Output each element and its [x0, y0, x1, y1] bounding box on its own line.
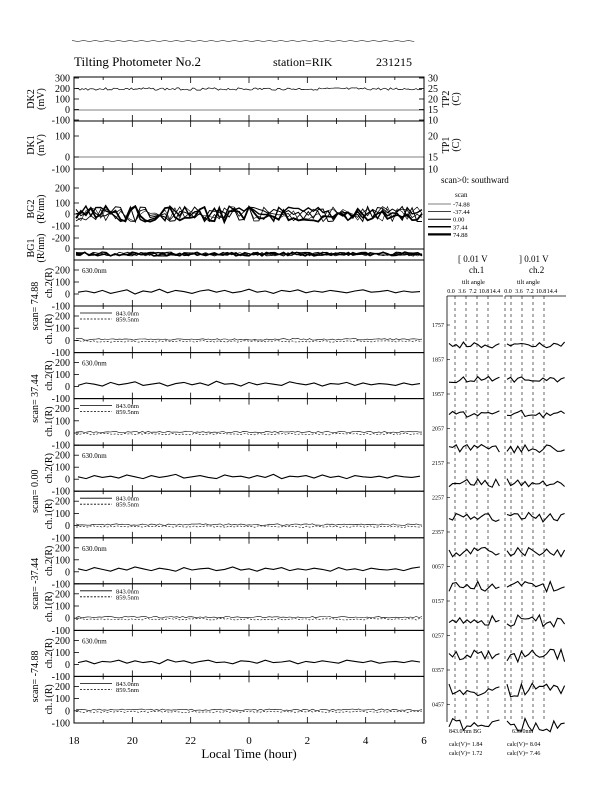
bottom-right-label: 630.0nm — [512, 729, 534, 735]
time-label: 0057 — [432, 564, 444, 571]
legend-859-label: 859.5nm — [116, 686, 139, 694]
ch-tick-label: 200 — [55, 635, 70, 647]
ch-tick-label: -100 — [51, 486, 70, 498]
ch-tick-label: 0 — [65, 289, 70, 301]
ch2-axis-label — [44, 546, 55, 576]
time-label: 0457 — [432, 702, 444, 709]
angle-trace-ch2 — [507, 342, 565, 348]
legend-843-label: 843.0nm — [116, 310, 139, 318]
wavelength-label: 630.0nm — [82, 267, 107, 275]
dk2-axis-label-line: (mV) — [36, 88, 47, 110]
top-trace — [72, 41, 414, 42]
ch-tick-label: -100 — [51, 394, 70, 406]
legend-843-label: 843.0nm — [116, 680, 139, 688]
ch2-axis-label — [44, 268, 55, 298]
time-label: 1757 — [432, 323, 444, 329]
trace-630nm — [78, 474, 420, 478]
ch-tick-label: 200 — [55, 265, 70, 277]
trace-630nm — [78, 567, 420, 571]
ch-tick-label: 200 — [55, 589, 70, 601]
angle-trace-ch1 — [449, 479, 499, 487]
scan-group-label — [30, 282, 41, 330]
tp2-tick-label: 15 — [428, 105, 438, 116]
tp1-tick-label: 15 — [428, 152, 438, 164]
legend-859-label: 859.5nm — [116, 409, 139, 417]
bg-legend-entry: -37.44 — [453, 209, 470, 217]
tilt-tick-label-2: 10.8 — [535, 289, 547, 295]
tilt-label-1: tilt angle — [462, 279, 485, 286]
ch2-axis-label-line: ch.2(R) — [44, 360, 55, 391]
bg2-axis-label-line: (R/nm) — [36, 194, 47, 224]
ch1-axis-label — [44, 499, 55, 529]
ch-tick-label: 0 — [65, 382, 70, 394]
time-label: 1857 — [432, 357, 444, 364]
tilt-tick-label-1: 7.2 — [469, 289, 477, 295]
ch-tick-label: 200 — [55, 358, 70, 370]
ch2-axis-label-line: ch.2(R) — [44, 545, 55, 576]
trace-859nm — [76, 711, 422, 713]
dk1-tick-label: 100 — [55, 131, 70, 143]
tilt-tick-label-1: 14.4 — [489, 289, 501, 295]
dk2-tick-label: -100 — [51, 115, 70, 127]
time-label: 0357 — [432, 668, 444, 674]
dk2-tick-label: 300 — [55, 73, 70, 85]
scan-group-label-line: scan= -74.88 — [30, 650, 41, 703]
ch-tick-label: -100 — [51, 301, 70, 313]
trace-630nm — [78, 289, 420, 294]
angle-trace-ch1 — [449, 548, 499, 557]
ch-tick-label: 0 — [65, 706, 70, 718]
ch2-panel-frame — [74, 353, 424, 399]
ch1-axis-label-line: ch.1(R) — [44, 313, 55, 345]
ch-tick-label: 0 — [65, 521, 70, 533]
trace-630nm — [78, 381, 420, 386]
ch-tick-label: 100 — [55, 277, 70, 289]
time-label: 2057 — [432, 426, 444, 433]
tp1-axis-label-line: TP1 — [441, 136, 452, 154]
tp2-axis-label-line: TP2 — [441, 90, 452, 108]
tilt-label-2: tilt angle — [517, 279, 540, 286]
trace-843nm — [76, 524, 422, 526]
angle-trace-ch1 — [449, 377, 499, 383]
ch1-axis-label — [44, 592, 55, 622]
bg1-tick-label: 0 — [65, 244, 70, 255]
ch-tick-label: 0 — [65, 613, 70, 625]
dk2-axis-label — [26, 88, 47, 110]
ch-tick-label: 100 — [55, 555, 70, 567]
angle-trace-ch1 — [449, 445, 499, 453]
calc-right-2: calc(V)= 7.46 — [507, 751, 541, 757]
time-label: 2257 — [432, 495, 444, 502]
tp2-tick-label: 25 — [428, 84, 438, 95]
x-tick-label: 0 — [246, 735, 252, 747]
dk1-tick-label: -100 — [51, 164, 70, 176]
ch1-axis-label — [44, 684, 55, 714]
bg-legend-entry: 37.44 — [453, 224, 468, 232]
x-tick-label: 4 — [362, 735, 369, 747]
dk1-axis-label-line: DK1 — [26, 135, 37, 155]
ch1-axis-label-line: ch.1(R) — [44, 406, 55, 437]
dk2-tick-label: 200 — [55, 84, 70, 95]
wavelength-label: 630.0nm — [82, 359, 107, 368]
scan-group-label-line: scan= 37.44 — [30, 374, 41, 423]
ch2-panel-frame — [74, 538, 424, 584]
bg2-tick-label: 100 — [55, 198, 70, 210]
ch-tick-label: -100 — [51, 718, 70, 730]
angle-trace-ch2 — [507, 410, 565, 417]
legend-843-label: 843.0nm — [116, 495, 139, 503]
ch2-scale: ] 0.01 V — [519, 254, 549, 264]
ch-tick-label: -100 — [51, 671, 70, 683]
angle-trace-ch1 — [449, 616, 499, 625]
bg2-tick-label: -100 — [51, 221, 70, 233]
trace-843nm — [76, 339, 422, 341]
tilt-tick-label-1: 0.0 — [447, 289, 455, 295]
scan-group-label-line: scan= -37.44 — [30, 557, 41, 610]
trace-630nm — [78, 660, 420, 664]
ch-tick-label: 100 — [55, 601, 70, 613]
legend-859-label: 859.5nm — [116, 501, 139, 509]
ch-tick-label: 200 — [55, 543, 70, 555]
calc-right-1: calc(V)= 8.04 — [507, 742, 541, 748]
ch-tick-label: 0 — [65, 428, 70, 440]
angle-trace-ch1 — [449, 514, 499, 522]
dk1-panel-frame — [74, 121, 424, 169]
angle-trace-ch2 — [507, 445, 565, 453]
angle-trace-ch2 — [507, 581, 565, 591]
time-label: 0157 — [432, 599, 444, 605]
legend-859-label: 859.5nm — [116, 316, 139, 324]
ch1-axis-label — [44, 406, 55, 436]
ch2-axis-label — [44, 638, 55, 668]
dk2-trace — [76, 88, 422, 90]
angle-trace-ch1 — [449, 411, 499, 417]
time-label: 2157 — [432, 461, 444, 467]
tilt-tick-label-2: 7.2 — [526, 289, 534, 295]
x-tick-label: 2 — [304, 735, 311, 747]
ch-tick-label: 100 — [55, 694, 70, 706]
ch2-axis-label-line: ch.2(R) — [44, 267, 55, 299]
legend-843-label: 843.0nm — [116, 403, 139, 411]
ch2-panel-frame — [74, 260, 424, 306]
angle-trace-ch2 — [507, 649, 565, 662]
ch2-panel-frame — [74, 630, 424, 676]
trace-859nm — [76, 341, 422, 343]
tp2-tick-label: 10 — [428, 115, 438, 127]
calc-left-2: calc(V)= 1.72 — [449, 751, 483, 757]
angle-trace-ch1 — [449, 650, 499, 659]
bottom-left-label: 843.0 nm BG — [449, 729, 482, 735]
ch1-axis-label-line: ch.1(R) — [44, 684, 55, 715]
bg2-axis-label — [26, 195, 47, 224]
tp1-tick-label: 10 — [428, 164, 438, 176]
bg1-axis-label — [26, 234, 47, 263]
ch2-panel-frame — [74, 445, 424, 491]
angle-trace-ch2 — [507, 479, 565, 487]
scan-note: scan>0: southward — [441, 175, 509, 185]
angle-trace-ch2 — [507, 513, 565, 522]
calc-left-1: calc(V)= 1.84 — [449, 742, 483, 748]
trace-859nm — [76, 526, 422, 528]
ch-tick-label: 0 — [65, 474, 70, 486]
ch-tick-label: -100 — [51, 625, 70, 637]
angle-trace-ch2 — [507, 683, 565, 697]
scan-group-label — [30, 651, 41, 703]
x-tick-label: 6 — [421, 735, 427, 747]
angle-trace-ch2 — [507, 377, 565, 382]
ch-tick-label: -100 — [51, 348, 70, 360]
ch2-axis-label-line: ch.2(R) — [44, 453, 55, 484]
tilt-tick-label-1: 3.6 — [458, 289, 466, 295]
bg-legend-title: scan — [455, 191, 468, 199]
ch1-label: ch.1 — [469, 265, 485, 275]
angle-trace-ch1 — [449, 684, 499, 696]
trace-843nm — [76, 709, 422, 711]
ch-tick-label: -100 — [51, 579, 70, 591]
ch-tick-label: 100 — [55, 647, 70, 659]
angle-trace-ch1 — [449, 342, 499, 348]
wavelength-label: 630.0nm — [82, 452, 107, 461]
wavelength-label: 630.0nm — [82, 544, 107, 553]
angle-trace-ch2 — [507, 615, 565, 627]
date-label: 231215 — [376, 55, 412, 69]
legend-859-label: 859.5nm — [116, 594, 139, 602]
scan-group-label-line: scan= 74.88 — [30, 281, 41, 331]
tilt-tick-label-2: 14.4 — [546, 289, 558, 295]
ch1-axis-label — [44, 314, 55, 344]
x-tick-label: 18 — [68, 735, 80, 747]
scan-group-label — [30, 374, 41, 422]
dk1-axis-label — [26, 134, 47, 156]
ch1-scale: [ 0.01 V — [458, 254, 488, 264]
trace-859nm — [76, 433, 422, 435]
legend-843-label: 843.0nm — [116, 588, 139, 596]
scan-group-label — [30, 558, 41, 610]
ch1-axis-label-line: ch.1(R) — [44, 591, 55, 622]
bg1-axis-label-line: BG1 — [26, 238, 37, 258]
tp2-axis-label — [441, 91, 462, 108]
ch1-axis-label-line: ch.1(R) — [44, 499, 55, 530]
ch-tick-label: 0 — [65, 659, 70, 671]
trace-843nm — [76, 431, 422, 433]
x-tick-label: 22 — [185, 735, 197, 747]
ch2-label: ch.2 — [529, 265, 545, 275]
trace-859nm — [76, 618, 422, 620]
ch-tick-label: 0 — [65, 335, 70, 347]
dk2-tick-label: 100 — [55, 94, 70, 106]
wavelength-label: 630.0nm — [82, 637, 107, 646]
ch-tick-label: 100 — [55, 370, 70, 382]
bg2-tick-label: 0 — [65, 209, 70, 221]
tilt-tick-label-1: 10.8 — [478, 289, 490, 295]
ch2-axis-label — [44, 360, 55, 390]
tp2-tick-label: 30 — [428, 73, 438, 85]
ch-tick-label: 200 — [55, 311, 70, 323]
tp1-axis-label-line: (C) — [451, 138, 462, 152]
trace-843nm — [76, 616, 422, 618]
dk1-tick-label: 0 — [65, 152, 70, 164]
time-label: 1957 — [432, 392, 444, 398]
ch-tick-label: 100 — [55, 508, 70, 520]
angle-trace-ch1 — [449, 582, 499, 592]
ch-tick-label: -100 — [51, 440, 70, 452]
tp2-tick-label: 20 — [428, 94, 438, 106]
ch-tick-label: 200 — [55, 404, 70, 416]
tp2-axis-label-line: (C) — [451, 92, 462, 106]
x-tick-label: 20 — [126, 735, 138, 747]
dk1-axis-label-line: (mV) — [36, 134, 47, 156]
dk2-panel-frame — [74, 77, 424, 121]
station-label: station=RIK — [273, 55, 333, 69]
scan-group-label — [30, 469, 41, 512]
ch-tick-label: 100 — [55, 416, 70, 428]
ch-tick-label: 0 — [65, 567, 70, 579]
ch-tick-label: 100 — [55, 323, 70, 335]
tilt-tick-label-2: 0.0 — [504, 289, 512, 295]
bg-legend-entry: 74.88 — [453, 231, 468, 239]
time-label: 0257 — [432, 633, 444, 640]
ch-tick-label: 200 — [55, 681, 70, 693]
bg2-tick-label: -200 — [51, 233, 70, 245]
ch-tick-label: 200 — [55, 450, 70, 462]
angle-trace-ch2 — [507, 548, 565, 557]
dk2-axis-label-line: DK2 — [26, 89, 37, 109]
time-label: 2357 — [432, 530, 444, 536]
tp1-axis-label — [441, 137, 462, 154]
ch2-axis-label — [44, 453, 55, 483]
ch-tick-label: 200 — [55, 496, 70, 508]
ch2-axis-label-line: ch.2(R) — [44, 638, 55, 669]
scan-group-label-line: scan= 0.00 — [30, 469, 41, 513]
ch-tick-label: 100 — [55, 462, 70, 474]
bg2-tick-label: 200 — [55, 183, 70, 195]
bg-legend-entry: 0.00 — [453, 216, 465, 224]
tp1-tick-label: 20 — [428, 131, 438, 143]
dk2-tick-label: 0 — [65, 105, 70, 116]
bg1-axis-label-line: (R/nm) — [36, 233, 47, 263]
figure-title: Tilting Photometer No.2 — [74, 54, 202, 69]
ch-tick-label: -100 — [51, 533, 70, 545]
bg2-axis-label-line: BG2 — [26, 199, 37, 219]
x-axis-label: Local Time (hour) — [201, 746, 297, 761]
bg-legend-entry: -74.88 — [453, 201, 470, 209]
tilt-tick-label-2: 3.6 — [515, 289, 523, 295]
